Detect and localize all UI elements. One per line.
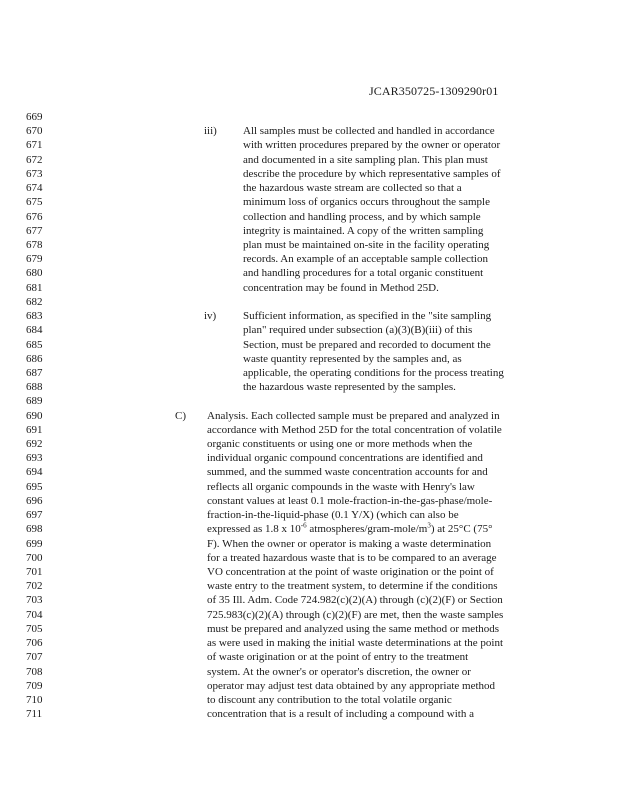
line-number: 705: [26, 622, 43, 635]
item-iii-text: [243, 124, 500, 295]
text-line: describe the procedure by which representative samples of: [243, 167, 501, 180]
line-number: 670: [26, 125, 43, 138]
line-number: 684: [26, 324, 43, 337]
expr-prefix: expressed as 1.8 x 10: [207, 523, 301, 536]
line-number: 672: [26, 153, 43, 166]
text-line: organic constituents or using one or more methods when the: [207, 438, 473, 451]
text-line: VO concentration at the point of waste origination or the point of: [207, 566, 494, 579]
text-line: All samples must be collected and handled in accordance: [243, 125, 495, 138]
text-line: and handling procedures for a total organic constituent: [243, 267, 484, 280]
line-number: 669: [26, 111, 43, 123]
text-line: minimum loss of organics occurs throughout the sample: [243, 196, 490, 209]
item-iv-label: iv): [204, 310, 217, 323]
text-line: waste entry to the treatment system, to determine if the conditions: [207, 580, 498, 593]
line-number: 683: [26, 310, 43, 323]
line-number: 710: [26, 693, 43, 706]
line-number: 685: [26, 338, 43, 351]
line-number: 682: [26, 295, 43, 308]
line-number-column: [26, 110, 43, 721]
text-line: plan" required under subsection (a)(3)(B)(iii) of this: [243, 324, 473, 337]
text-line: summed, and the summed waste concentration accounts for and: [207, 466, 488, 479]
text-line: fraction-in-the-liquid-phase (0.1 Y/X) (which can also be: [207, 509, 459, 522]
text-line: operator may adjust test data obtained by any appropriate method: [207, 679, 496, 692]
item-iv-text: [243, 309, 504, 394]
expr-middle: atmospheres/gram-mole/m: [306, 523, 428, 536]
line-number: 711: [26, 708, 43, 721]
line-number: 699: [26, 537, 43, 550]
text-line: plan must be maintained on-site in the facility operating: [243, 238, 490, 251]
document-id-header: JCAR350725-1309290r01: [369, 84, 499, 98]
text-line: to discount any contribution to the total volatile organic: [207, 693, 452, 706]
line-number: 700: [26, 551, 43, 564]
text-line: of 35 Ill. Adm. Code 724.982(c)(2)(A) through (c)(2)(F) or Section: [207, 594, 503, 607]
text-line: applicable, the operating conditions for the process treating: [243, 366, 504, 379]
line-number: 690: [26, 409, 43, 422]
line-number: 680: [26, 267, 43, 280]
line-number: 694: [26, 466, 43, 479]
expr-suffix: ) at 25°C (75°: [430, 523, 493, 536]
item-c-label: C): [175, 409, 186, 422]
line-number: 692: [26, 438, 43, 451]
line-number: 678: [26, 238, 43, 251]
line-number: 671: [26, 139, 43, 152]
line-number: 675: [26, 196, 43, 209]
text-line: reflects all organic compounds in the waste with Henry's law: [207, 480, 475, 493]
text-line: integrity is maintained. A copy of the written sampling: [243, 224, 484, 237]
text-line: system. At the owner's or operator's discretion, the owner or: [207, 665, 471, 678]
line-number: 679: [26, 253, 43, 266]
line-number: 703: [26, 594, 43, 607]
line-number: 673: [26, 167, 43, 180]
line-number: 708: [26, 665, 43, 678]
text-line: constant values at least 0.1 mole-fraction-in-the-gas-phase/mole-: [207, 494, 493, 507]
henry-law-expression-line: [207, 522, 503, 536]
text-line: Analysis. Each collected sample must be prepared and analyzed in: [207, 409, 500, 422]
text-line: and documented in a site sampling plan. This plan must: [243, 153, 488, 166]
text-line: with written procedures prepared by the owner or operator: [243, 139, 501, 152]
line-number: 674: [26, 182, 43, 195]
line-number: 697: [26, 509, 43, 522]
line-number: 698: [26, 523, 43, 536]
text-line: must be prepared and analyzed using the same method or methods: [207, 622, 500, 635]
text-line: concentration that is a result of including a compound with a: [207, 708, 474, 721]
line-number: 677: [26, 224, 43, 237]
text-line: accordance with Method 25D for the total concentration of volatile: [207, 423, 502, 436]
text-line: records. An example of an acceptable sample collection: [243, 253, 488, 266]
line-number: 704: [26, 608, 43, 621]
text-line: the hazardous waste represented by the samples.: [243, 381, 456, 394]
line-number: 688: [26, 381, 43, 394]
line-number: 706: [26, 637, 43, 650]
item-iii-label: iii): [204, 125, 217, 138]
text-line: Section, must be prepared and recorded to document the: [243, 338, 491, 351]
line-number: 689: [26, 395, 43, 408]
expr-exponent-2: 3: [427, 521, 431, 530]
expr-exponent-1: -6: [300, 521, 307, 530]
item-c-text: [207, 409, 503, 722]
text-line: of waste origination or at the point of entry to the treatment: [207, 651, 469, 664]
line-number: 681: [26, 281, 43, 294]
line-number: 709: [26, 679, 43, 692]
line-number: 693: [26, 452, 43, 465]
text-line: Sufficient information, as specified in the "site sampling: [243, 310, 492, 323]
line-number: 707: [26, 651, 43, 664]
text-line: as were used in making the initial waste determinations at the point: [207, 637, 504, 650]
text-line: F). When the owner or operator is making a waste determination: [207, 537, 492, 550]
text-line: the hazardous waste stream are collected so that a: [243, 182, 462, 195]
line-number: 696: [26, 494, 43, 507]
line-number: 702: [26, 580, 43, 593]
text-line: individual organic compound concentrations are identified and: [207, 452, 483, 465]
text-line: collection and handling process, and by which sample: [243, 210, 481, 223]
line-number: 691: [26, 423, 43, 436]
line-number: 676: [26, 210, 43, 223]
text-line: waste quantity represented by the samples and, as: [243, 352, 462, 365]
line-number: 687: [26, 366, 43, 379]
line-number: 686: [26, 352, 43, 365]
line-number: 695: [26, 480, 43, 493]
line-number: 701: [26, 566, 43, 578]
text-line: for a treated hazardous waste that is to be compared to an average: [207, 551, 497, 564]
text-line: 725.983(c)(2)(A) through (c)(2)(F) are met, then the waste samples: [207, 608, 504, 621]
text-line: concentration may be found in Method 25D.: [243, 281, 439, 294]
